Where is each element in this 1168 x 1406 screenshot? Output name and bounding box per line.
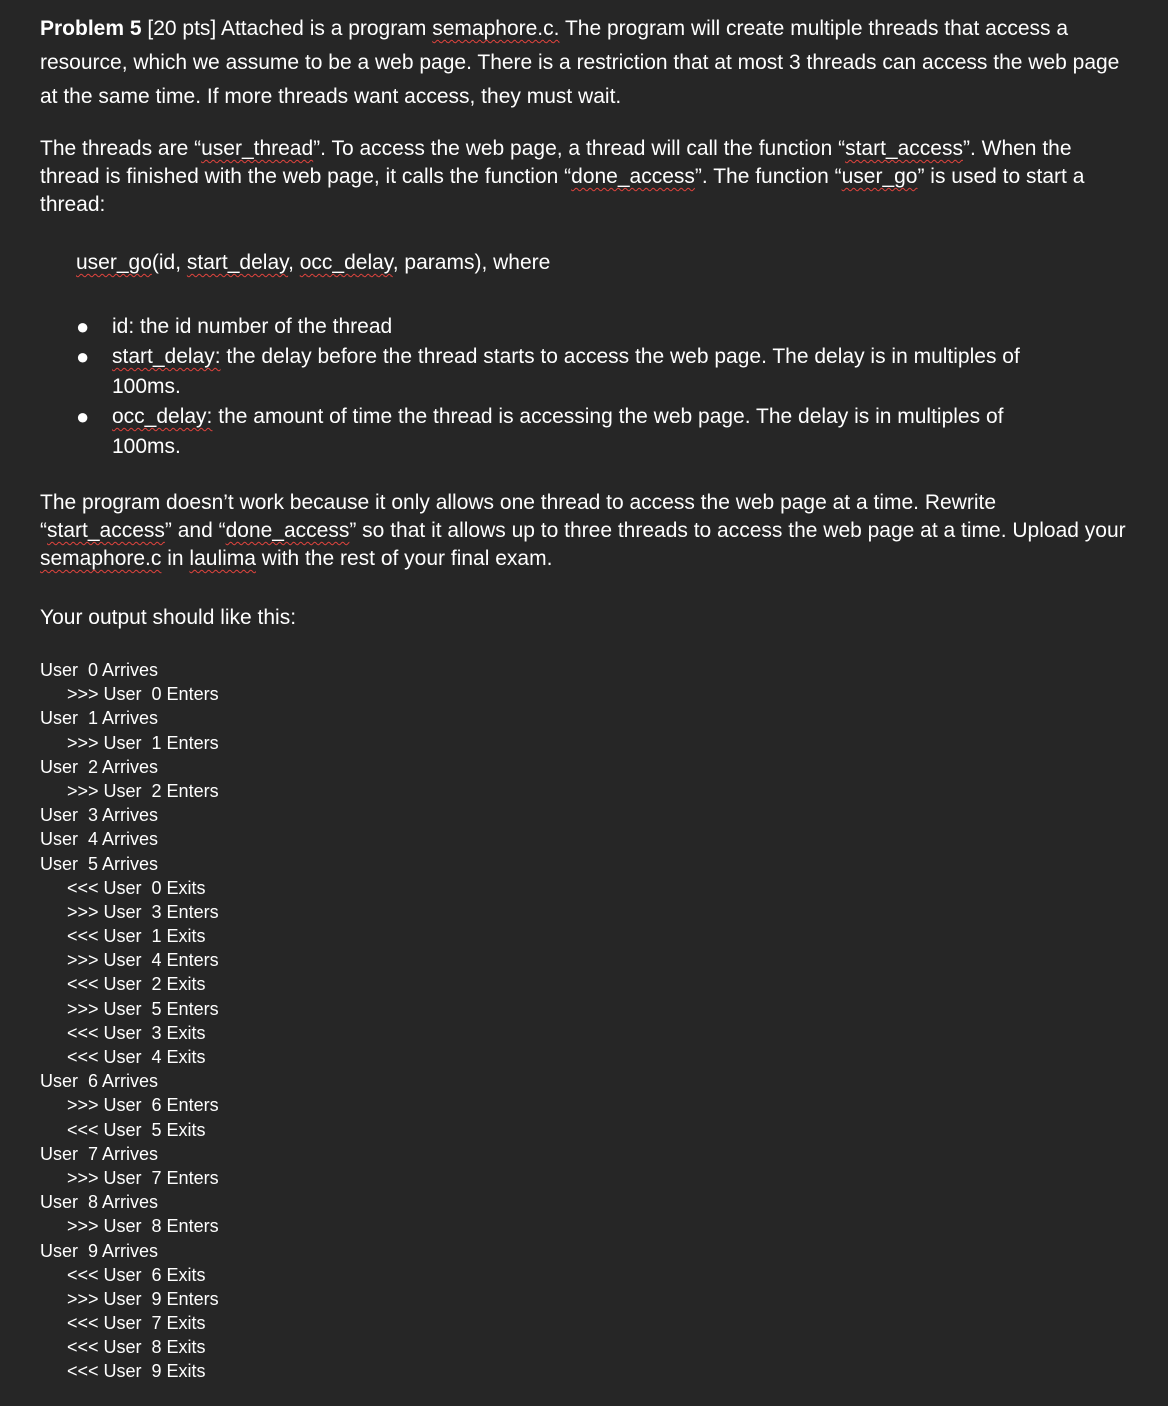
start-access-ref: start_access [845,137,963,160]
parameter-item [76,402,1076,462]
output-line: User 7 Arrives [40,1143,159,1164]
rewrite-text-4: in [161,547,190,570]
user-thread-ref: user_thread [201,137,314,160]
output-line: User 0 Arrives [40,660,159,680]
signature-fn: user_go [76,251,152,274]
output-line: <<< User 6 Exits [67,1264,206,1285]
output-line: User 2 Arrives [40,756,159,777]
output-line: >>> User 3 Enters [67,901,219,922]
output-line: <<< User 9 Exits [67,1361,206,1382]
user-go-ref: user_go [841,165,918,188]
rewrite-paragraph [40,489,1130,573]
output-line: <<< User 2 Exits [67,974,206,995]
signature-rest: , params), where [392,251,551,274]
output-line: <<< User 7 Exits [67,1313,206,1334]
done-access-ref: done_access [571,165,695,188]
threads-text-1: The threads are “ [40,137,202,160]
start-access-ref: start_access [47,519,165,542]
threads-text-5: ” is used to start a thread: [40,165,1085,216]
bullet-icon: ● [76,404,90,429]
output-line: User 6 Arrives [40,1071,159,1092]
parameter-text: the delay before the thread starts to access the web page. The delay is in multiples of 100ms. [112,345,1020,398]
output-line: >>> User 8 Enters [67,1216,219,1237]
output-line: User 4 Arrives [40,829,159,850]
output-line: <<< User 3 Exits [67,1022,206,1043]
output-line: >>> User 6 Enters [67,1095,219,1116]
sample-output [40,658,219,1384]
parameter-item [76,342,1076,402]
output-line: >>> User 7 Enters [67,1167,219,1188]
output-line: >>> User 4 Enters [67,950,219,971]
output-line: >>> User 0 Enters [67,684,219,705]
output-line: <<< User 4 Exits [67,1047,206,1067]
bullet-icon: ● [76,344,90,369]
output-line: >>> User 1 Enters [67,732,219,753]
intro-after: The program will create multiple threads that access a resource, which we assume to be a web page. There is a restriction that at most 3 threads can access the web page at the same time. If more threads want access, they must wait. [40,17,1120,108]
problem-points: [20 pts] [147,17,217,40]
output-line: User 8 Arrives [40,1192,159,1213]
output-line: <<< User 0 Exits [67,877,206,898]
function-signature [76,251,550,275]
bullet-icon: ● [76,314,90,339]
output-line: <<< User 5 Exits [67,1119,206,1140]
problem-intro [40,12,1130,114]
output-heading: Your output should like this: [40,606,297,629]
laulima-ref: laulima [189,547,256,570]
rewrite-text-1: The program doesn’t work because it only allows one thread to access the web page at a time. Rewrite “ [40,491,997,542]
rewrite-text-2: ” and “ [164,519,226,542]
signature-arg-start-delay: start_delay [186,251,289,274]
parameter-text: the amount of time the thread is accessing the web page. The delay is in multiples of 100ms. [112,405,1004,458]
output-line: <<< User 1 Exits [67,926,206,947]
parameter-text: id: the id number of the thread [112,315,393,338]
output-line: >>> User 5 Enters [67,998,219,1019]
output-line: >>> User 9 Enters [67,1288,219,1309]
rewrite-text-5: with the rest of your final exam. [255,547,553,570]
signature-open: (id, [151,251,187,274]
file-name-ref: semaphore.c. [432,17,560,40]
threads-text-2: ”. To access the web page, a thread will call the function “ [313,137,846,160]
parameter-list [76,312,1076,462]
parameter-term: occ_delay: [112,405,213,428]
output-line: >>> User 2 Enters [67,780,219,801]
problem-title: Problem 5 [40,17,142,40]
signature-sep: , [288,251,300,274]
threads-text-4: ”. The function “ [694,165,842,188]
signature-arg-occ-delay: occ_delay [299,251,393,274]
parameter-term: start_delay: [112,345,221,368]
threads-paragraph [40,135,1130,219]
file-name-ref: semaphore.c [40,547,162,570]
output-line: User 3 Arrives [40,805,159,826]
threads-text-3: ”. When the thread is finished with the web page, it calls the function “ [40,137,1072,188]
rewrite-text-3: ” so that it allows up to three threads to access the web page at a time. Upload your [349,519,1126,542]
parameter-item [76,312,1076,342]
output-line: User 1 Arrives [40,708,159,729]
intro-before: Attached is a program [220,17,427,40]
output-line: <<< User 8 Exits [67,1337,206,1358]
done-access-ref: done_access [225,519,350,542]
output-line: User 9 Arrives [40,1240,159,1261]
output-line: User 5 Arrives [40,853,159,874]
